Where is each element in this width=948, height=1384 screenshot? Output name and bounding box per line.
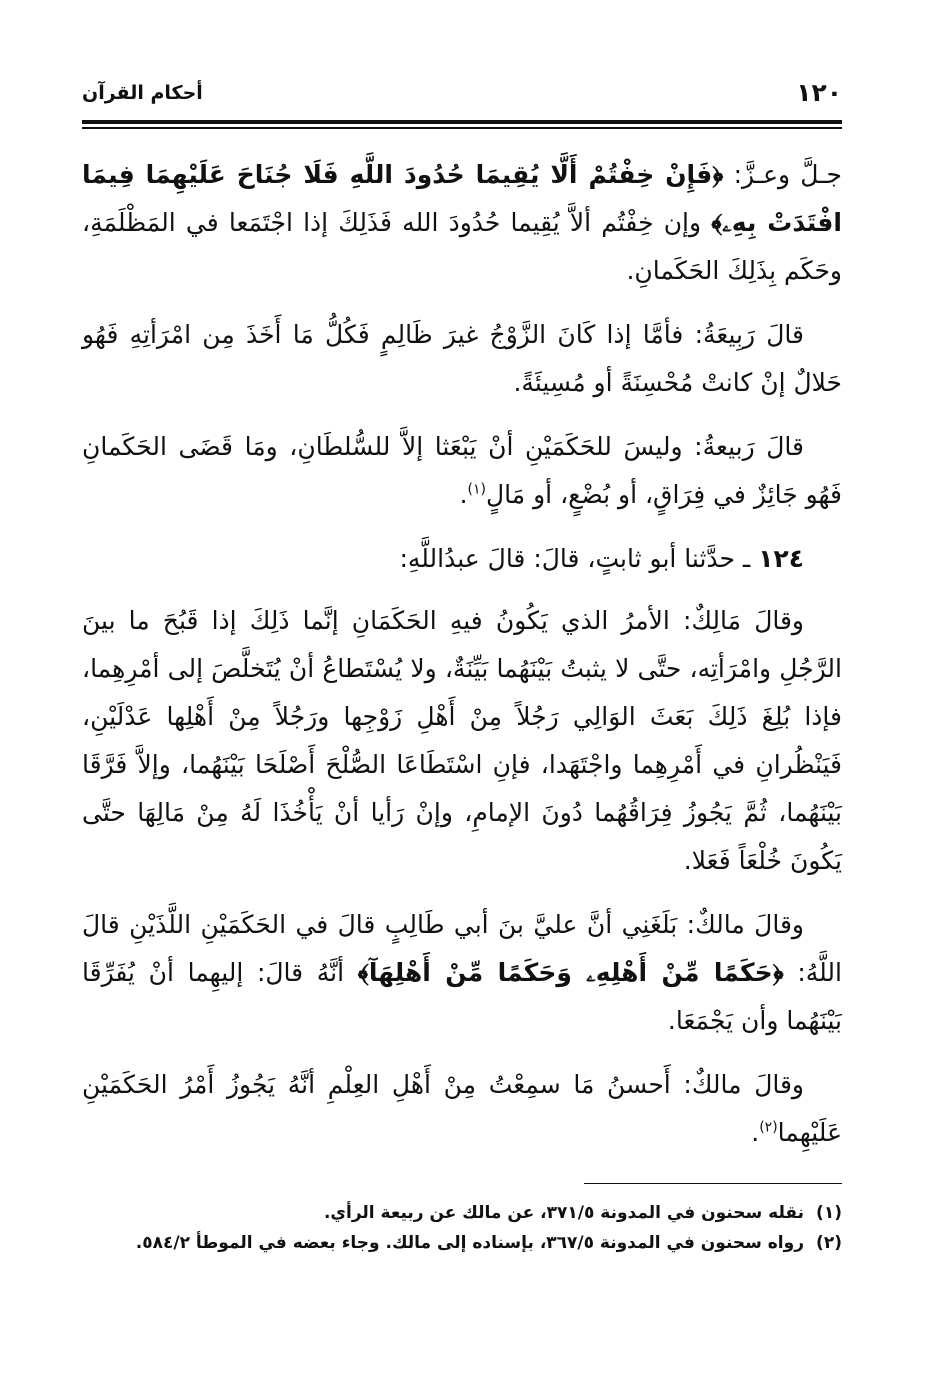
sentence-end: . <box>751 1117 760 1147</box>
quran-verse: ﴿حَكَمًا مِّنْ أَهْلِهِۦ وَحَكَمًا مِّنْ أَهْلِهَآ﴾ <box>357 957 784 987</box>
numbered-entry <box>82 535 842 583</box>
entry-text: ـ حدَّثنا أبو ثابتٍ، قالَ: قالَ عبدُاللَّهِ: <box>399 543 759 573</box>
paragraph-quran-verse <box>82 151 842 295</box>
footnote-separator <box>584 1183 842 1185</box>
running-title: أحكام القرآن <box>82 82 203 104</box>
paragraph-text: وقالَ مالكٌ: بَلَغَنِي أنَّ عليَّ بنَ أبي طَالِبٍ قالَ في الحَكَمَيْنِ اللَّذَيْنِ قالَ اللَّهُ: <box>82 909 842 987</box>
footnote <box>82 1198 842 1228</box>
footnote <box>82 1228 842 1258</box>
paragraph-text: وقالَ مالكٌ: أَحسنُ مَا سمِعْتُ مِنْ أَهْلِ العِلْمِ أنَّهُ يَجُوزُ أَمْرُ الحَكَمَيْنِ عَلَيْهِما <box>82 1069 842 1147</box>
footnote-ref[interactable]: (١) <box>467 481 486 498</box>
book-page <box>82 78 842 1258</box>
paragraph-malik-3 <box>82 1061 842 1157</box>
header-rule-thin <box>82 127 842 129</box>
paragraph-malik-2 <box>82 901 842 1045</box>
paragraph-text: وقالَ مَالِكٌ: الأمرُ الذي يَكُونُ فيهِ الحَكَمَانِ إنَّما ذَلِكَ إذا قَبُحَ ما بينَ الرَّجُلِ وامْرَأتِه، حتَّى لا يثبتُ بَيْنَهُما بَيِّنَةٌ، ولا يُسْتَطاعُ أنْ يُتَخلَّصَ إلى أمْرِهِما، فإذا بُلِغَ ذَلِكَ بَعَثَ الوَالِي رَجُلاً مِنْ أَهْلِ زَوْجِها ورَجُلاً مِنْ أَهْلِها عَدْلَيْنِ، فَيَنْظُرانِ في أَمْرِهِما واجْتَهَدا، فإنِ اسْتَطَاعَا الصُّلْحَ أَصْلَحَا بَيْنَهُما، وإلاَّ فَرَّقَا بَيْنَهُما، ثُمَّ يَجُوزُ فِرَاقُهُما دُونَ الإمامِ، وإنْ رَأيا أنْ يَأْخُذَا لَهُ مِنْ مَالِهَا حتَّى يَكُونَ خُلْعَاً فَعَلا. <box>82 605 842 875</box>
paragraph-malik-1 <box>82 597 842 885</box>
footnote-text: نقله سحنون في المدونة ٣٧١/٥، عن مالك عن ربيعة الرأي. <box>323 1203 804 1223</box>
footnote-ref[interactable]: (٢) <box>759 1119 778 1136</box>
quran-verse: ﴿فَإِنْ خِفْتُمْ أَلَّا يُقِيمَا حُدُودَ اللَّهِ فَلَا جُنَاحَ عَلَيْهِمَا فِيمَا افْتَدَتْ بِهِۦ﴾ <box>82 159 842 237</box>
footnote-text: رواه سحنون في المدونة ٣٦٧/٥، بإسناده إلى مالك. وجاء بعضه في الموطأ ٥٨٤/٢. <box>135 1233 804 1253</box>
page-header <box>82 78 842 114</box>
paragraph-rabia-1 <box>82 311 842 407</box>
paragraph-text: أنَّهُ قالَ: إليهِما أنْ يُفَرِّقَا بَيْنَهُما وأن يَجْمَعَا. <box>82 957 842 1035</box>
page-number: ١٢٠ <box>796 78 842 107</box>
entry-number: ١٢٤ <box>758 543 804 573</box>
sentence-end: . <box>459 479 468 509</box>
body-text <box>82 151 842 1157</box>
paragraph-text: جـلَّ وعـزَّ: <box>723 159 843 189</box>
paragraph-rabia-2 <box>82 423 842 519</box>
header-rule-thick <box>82 120 842 124</box>
footnote-number: (١) <box>816 1203 842 1223</box>
footnote-number: (٢) <box>816 1233 842 1253</box>
paragraph-text: قالَ رَبيعةُ: وليسَ للحَكَمَيْنِ أنْ يَبْعَثا إلاَّ للسُّلطَانِ، ومَا قَضَى الحَكَمانِ فَهُو جَائِزٌ في فِرَاقٍ، أو بُضْعٍ، أو مَالٍ <box>82 431 842 509</box>
paragraph-text: وإن خِفْتُم ألاَّ يُقِيما حُدُودَ الله فَذَلِكَ إذا اجْتَمَعا في المَظْلَمَةِ، وحَكَم بِذَلِكَ الحَكَمانِ. <box>82 207 842 285</box>
paragraph-text: قالَ رَبِيعَةُ: فأمَّا إذا كَانَ الزَّوْجُ غيرَ ظَالِمٍ فَكُلُّ مَا أَخَذَ مِن امْرَأتِهِ فَهُو حَلالٌ إنْ كانتْ مُحْسِنَةً أو مُسِيئَةً. <box>82 319 842 397</box>
footnotes <box>82 1198 842 1258</box>
